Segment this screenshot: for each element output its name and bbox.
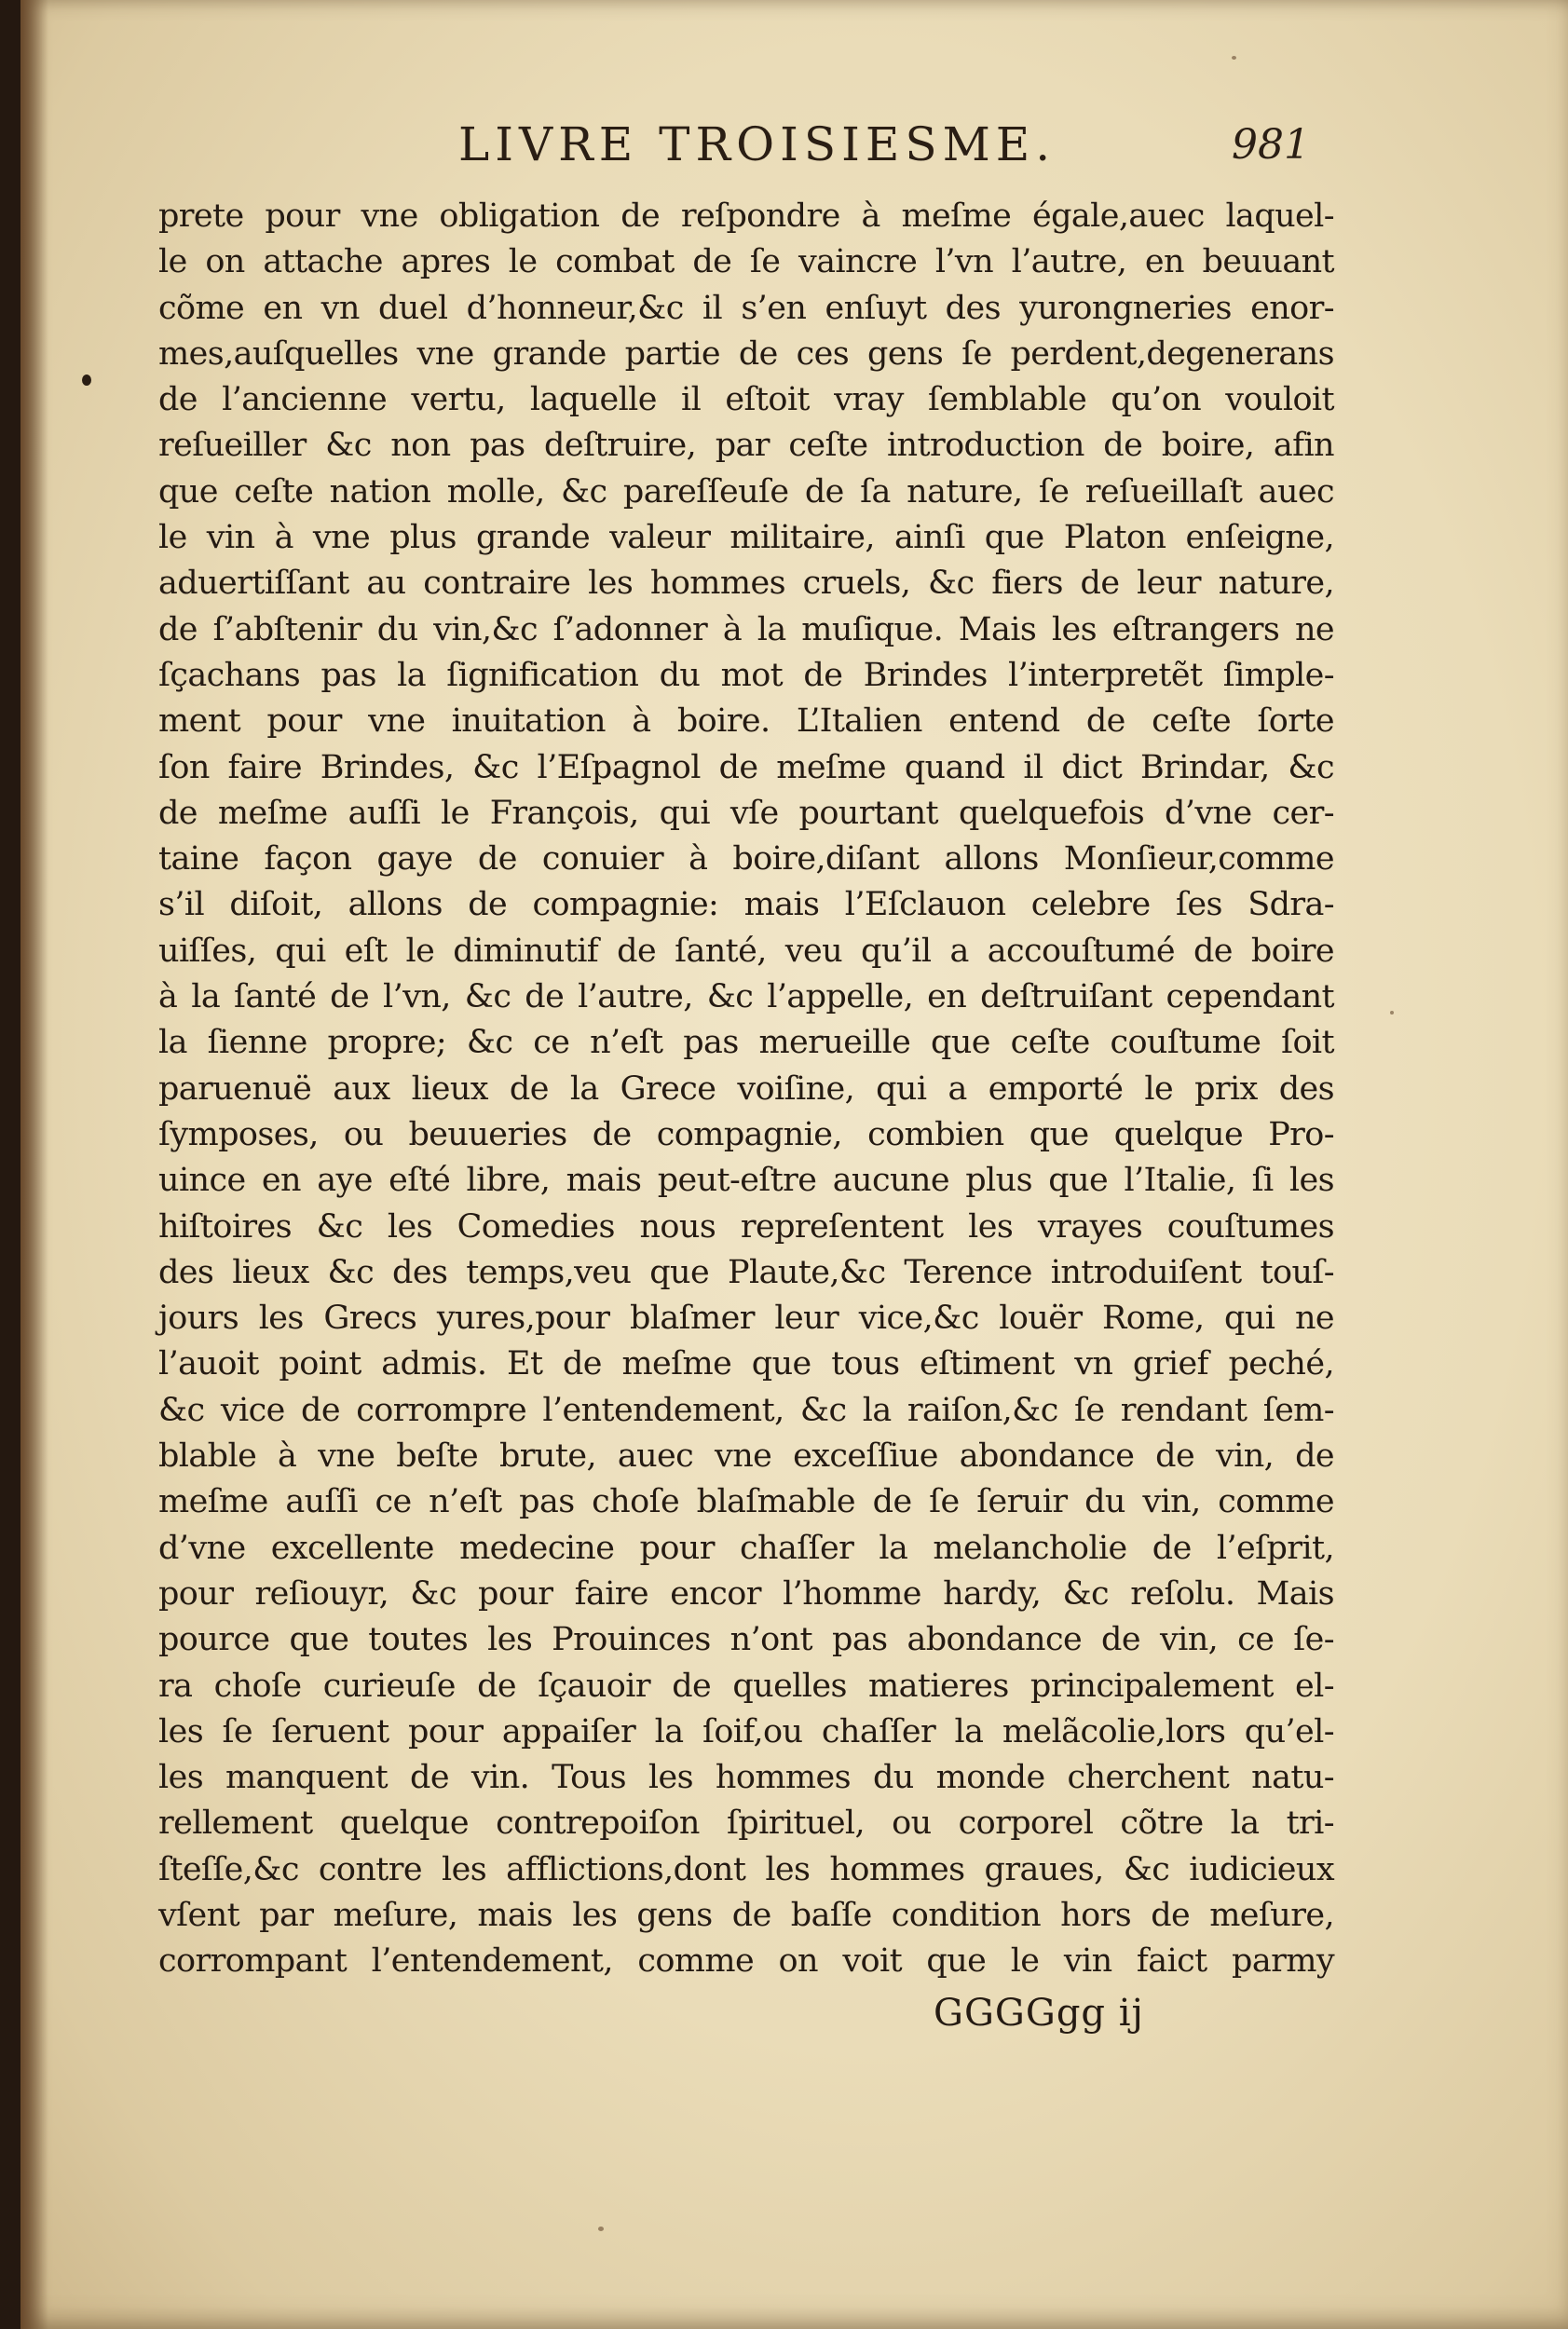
paper-speck bbox=[1232, 56, 1236, 60]
text-line: le vin à vne plus grande valeur militaire, ainſi que Platon enſeigne, bbox=[158, 519, 1334, 557]
text-line: paruenuë aux lieux de la Grece voiſine, qui a emporté le prix des bbox=[158, 1069, 1334, 1108]
text-line: de meſme auſſi le François, qui vſe pourtant quelquefois d’vne cer- bbox=[158, 794, 1334, 832]
running-title: LIVRE TROISIESME. bbox=[458, 117, 1057, 171]
text-line: meſme auſſi ce n’eſt pas choſe blaſmable de ſe ſeruir du vin, comme bbox=[158, 1483, 1334, 1521]
text-line: aduertiſſant au contraire les hommes cruels, &c fiers de leur nature, bbox=[158, 565, 1334, 603]
text-line: la ſienne propre; &c ce n’eſt pas merueille que ceſte couſtume ſoit bbox=[158, 1024, 1334, 1062]
text-line: ment pour vne inuitation à boire. L’Italien entend de ceſte ſorte bbox=[158, 702, 1334, 741]
text-line: taine façon gaye de conuier à boire,diſant allons Monſieur,comme bbox=[158, 840, 1334, 878]
text-line: les manquent de vin. Tous les hommes du monde cherchent natu- bbox=[158, 1759, 1334, 1797]
page-number: 981 bbox=[1232, 121, 1310, 169]
paper-speck bbox=[598, 2227, 604, 2231]
text-line: des lieux &c des temps,veu que Plaute,&c Terence introduiſent touſ- bbox=[158, 1253, 1334, 1291]
text-line: pour reſiouyr, &c pour faire encor l’homme hardy, &c reſolu. Mais bbox=[158, 1574, 1334, 1613]
text-line: d’vne excellente medecine pour chaſſer la melancholie de l’eſprit, bbox=[158, 1529, 1334, 1567]
text-line: ſteſſe,&c contre les afflictions,dont les hommes graues, &c iudicieux bbox=[158, 1850, 1334, 1888]
text-line: le on attache apres le combat de ſe vaincre l’vn l’autre, en beuuant bbox=[158, 243, 1334, 281]
text-line: prete pour vne obligation de reſpondre à meſme égale,auec laquel- bbox=[158, 197, 1334, 235]
text-line: ra choſe curieuſe de ſçauoir de quelles matieres principalement el- bbox=[158, 1667, 1334, 1705]
text-line: blable à vne beſte brute, auec vne exceſſiue abondance de vin, de bbox=[158, 1437, 1334, 1476]
text-line: les ſe ſeruent pour appaiſer la ſoif,ou chaſſer la melãcolie,lors qu’el- bbox=[158, 1712, 1334, 1750]
text-line: ſymposes, ou beuueries de compagnie, combien que quelque Pro- bbox=[158, 1115, 1334, 1153]
text-line: cõme en vn duel d’honneur,&c il s’en enſuyt des yurongneries enor- bbox=[158, 289, 1334, 327]
body-text bbox=[158, 194, 1334, 1985]
margin-mark bbox=[82, 375, 91, 386]
text-line: corrompant l’entendement, comme on voit que le vin faict parmy bbox=[158, 1942, 1334, 1981]
book-page bbox=[20, 0, 1568, 2329]
text-line: hiſtoires &c les Comedies nous repreſentent les vrayes couſtumes bbox=[158, 1207, 1334, 1246]
text-line: l’auoit point admis. Et de meſme que tous eſtiment vn grief peché, bbox=[158, 1345, 1334, 1383]
text-line: vſent par meſure, mais les gens de baſſe condition hors de meſure, bbox=[158, 1896, 1334, 1934]
page-gutter-shadow bbox=[20, 0, 48, 2329]
text-line: de l’ancienne vertu, laquelle il eſtoit vray ſemblable qu’on vouloit bbox=[158, 381, 1334, 419]
signature-mark: GGGGgg ij bbox=[934, 1992, 1144, 2035]
running-head bbox=[20, 117, 1568, 183]
text-line: rellement quelque contrepoiſon ſpirituel, ou corporel cõtre la tri- bbox=[158, 1805, 1334, 1843]
text-line: pource que toutes les Prouinces n’ont pas abondance de vin, ce ſe- bbox=[158, 1621, 1334, 1659]
text-line: reſueiller &c non pas deſtruire, par ceſte introduction de boire, afin bbox=[158, 427, 1334, 465]
text-line: que ceſte nation molle, &c pareſſeuſe de ſa nature, ſe reſueillaſt auec bbox=[158, 472, 1334, 511]
text-line: s’il diſoit, allons de compagnie: mais l’Eſclauon celebre ſes Sdra- bbox=[158, 886, 1334, 924]
text-line: uince en aye eſté libre, mais peut-eſtre aucune plus que l’Italie, ſi les bbox=[158, 1162, 1334, 1200]
text-line: ſon faire Brindes, &c l’Eſpagnol de meſme quand il dict Brindar, &c bbox=[158, 748, 1334, 786]
text-line: jours les Grecs yures,pour blaſmer leur vice,&c louër Rome, qui ne bbox=[158, 1300, 1334, 1338]
text-line: mes,auſquelles vne grande partie de ces gens ſe perdent,degenerans bbox=[158, 334, 1334, 373]
text-line: de ſ’abſtenir du vin,&c ſ’adonner à la muſique. Mais les eſtrangers ne bbox=[158, 610, 1334, 648]
paper-speck bbox=[1390, 1011, 1394, 1015]
text-line: &c vice de corrompre l’entendement, &c la raiſon,&c ſe rendant ſem- bbox=[158, 1391, 1334, 1429]
text-line: uiſſes, qui eſt le diminutif de ſanté, veu qu’il a accouſtumé de boire bbox=[158, 932, 1334, 970]
text-line: ſçachans pas la ſignification du mot de Brindes l’interpretẽt ſimple- bbox=[158, 656, 1334, 694]
text-line: à la ſanté de l’vn, &c de l’autre, &c l’appelle, en deſtruiſant cependant bbox=[158, 978, 1334, 1016]
